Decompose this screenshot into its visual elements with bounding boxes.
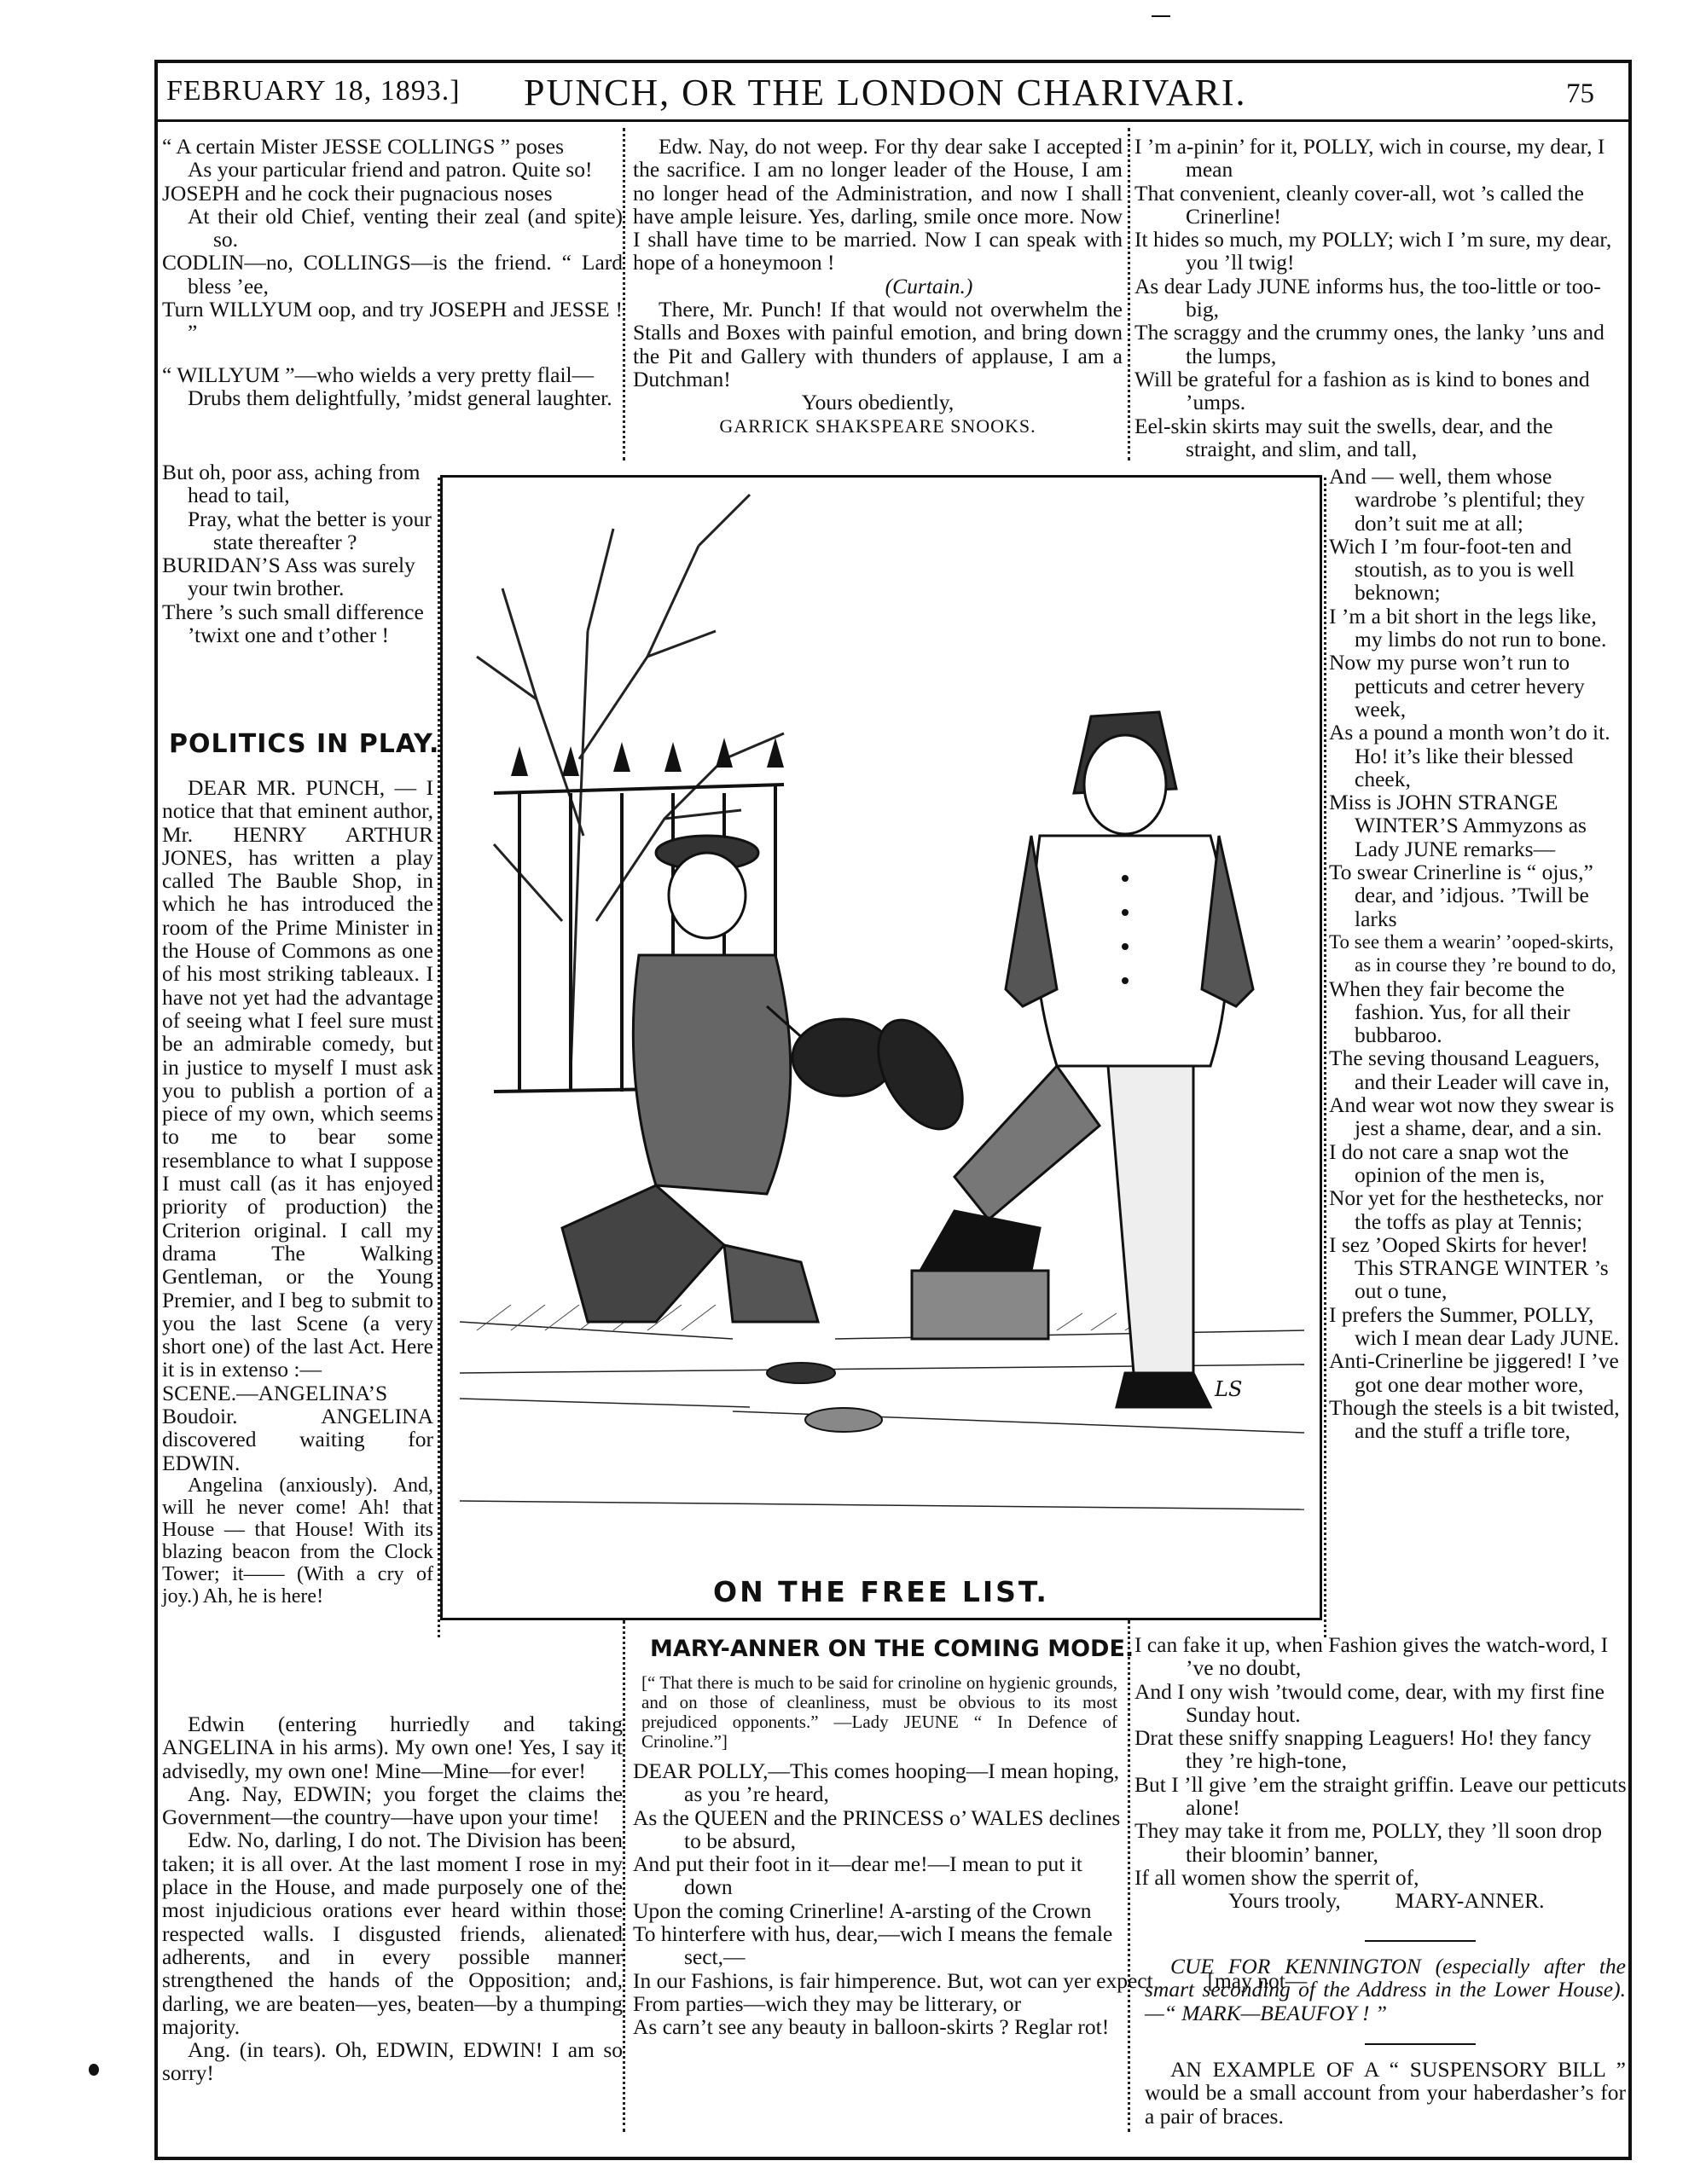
politics-paragraph: Edwin (entering hurriedly and taking ANGELINA in his arms). My own one! Yes, I say it advisedly, my own one! Mine—Mine—for ever! <box>162 1712 623 1783</box>
poem-line: I can fake it up, when Fashion gives the watch-word, I ’ve no doubt, <box>1134 1632 1609 1681</box>
col2-top <box>633 135 1123 437</box>
mary-anner-epigraph: [“ That there is much to be said for crinoline on hygienic grounds, and on those of cleanliness, must be obvious to its most prejudiced opponents.” —Lady JEUNE “ In Defence of Crinoline.”] <box>641 1672 1117 1752</box>
poem-line: I ’m a-pinin’ for it, POLLY, wich in course, my dear, I mean <box>1134 134 1605 182</box>
politics-paragraph: Ang. (in tears). Oh, EDWIN, EDWIN! I am so sorry! <box>162 2037 623 2086</box>
poem-line: Wich I ’m four-foot-ten and stoutish, as to you is well beknown; <box>1329 533 1575 605</box>
col-sep-2-top <box>1128 128 1130 461</box>
poem-line: Upon the coming Crinerline! A-arsting of the Crown <box>633 1897 1092 1923</box>
poem-line: In our Fashions, is fair himperence. But, wot can yer expect [may not— <box>633 1967 1308 1993</box>
poem-line: Pray, what the better is your state thereafter ? <box>188 506 432 554</box>
politics-body-narrow <box>162 776 433 1608</box>
poem-line: Nor yet for the hesthetecks, nor the toffs as play at Tennis; <box>1329 1185 1604 1234</box>
letter-signature: GARRICK SHAKSPEARE SNOOKS. <box>719 414 1036 437</box>
frame-left-rule <box>154 60 158 2160</box>
poem-line: But oh, poor ass, aching from head to tail, <box>162 460 421 508</box>
poem-line: I ’m a bit short in the legs like, my limbs do not run to bone. <box>1329 603 1607 652</box>
poem-signoff: Yours trooly, MARY-ANNER. <box>1228 1888 1545 1914</box>
poem-line: “ A certain Mister JESSE COLLINGS ” poses <box>162 134 564 159</box>
politics-paragraph: Ang. Nay, EDWIN; you forget the claims the Government—the country—have upon your time! <box>162 1781 623 1830</box>
poem-line: Will be grateful for a fashion as is kind to bones and ’umps. <box>1134 366 1590 415</box>
example-paragraph: AN EXAMPLE OF A “ SUSPENSORY BILL ” would be a small account from your haberdasher’s for a pair of braces. <box>1145 2057 1626 2129</box>
poem-line: Though the steels is a bit twisted, and the stuff a trifle tore, <box>1329 1394 1620 1444</box>
poem-line: As your particular friend and patron. Quite so! <box>188 157 593 182</box>
poem-line: JOSEPH and he cock their pugnacious noses <box>162 180 553 206</box>
poem-line: And — well, them whose wardrobe ’s plentiful; they don’t suit me at all; <box>1329 464 1585 536</box>
poem-line: Anti-Crinerline be jiggered! I ’ve got one dear mother wore, <box>1329 1348 1619 1397</box>
header-date: FEBRUARY 18, 1893.] <box>166 75 461 107</box>
poem-line: To swear Crinerline is “ ojus,” dear, and ’idjous. ’Twill be larks <box>1329 860 1593 931</box>
margin-mark <box>89 2064 99 2076</box>
frame-bottom-rule <box>154 2157 1632 2160</box>
politics-title: POLITICS IN PLAY. <box>169 729 440 759</box>
poem-line: Drat these sniffy snapping Leaguers! Ho! they fancy they ’re high-tone, <box>1134 1725 1592 1774</box>
poem-line: As a pound a month won’t do it. Ho! it’s like their blessed cheek, <box>1329 720 1610 791</box>
poem-line: From parties—wich they may be litterary, or <box>633 1990 1022 2016</box>
mary-anner-title: MARY-ANNER ON THE COMING MODE. <box>650 1636 1134 1662</box>
col1-poem <box>162 135 623 409</box>
illustration-frame <box>440 475 1322 1620</box>
poem-line: There ’s such small difference ’twixt one and t’other ! <box>162 599 424 648</box>
col-sep-right-side <box>1324 478 1326 1637</box>
poem-line: And I ony wish ’twould come, dear, with my first fine Sunday hout. <box>1134 1678 1604 1727</box>
poem-line: If all women show the sperrit of, <box>1134 1864 1419 1890</box>
top-mark <box>1152 15 1170 17</box>
col-sep-1-top <box>623 128 625 461</box>
page-number: 75 <box>1566 78 1594 109</box>
frame-right-rule <box>1628 60 1632 2160</box>
poem-line: To hinterfere with hus, dear,—wich I means the female sect,— <box>633 1921 1113 1970</box>
curtain-note: (Curtain.) <box>885 273 973 298</box>
col-sep-2-bottom <box>1128 1620 1130 2132</box>
poem-line: And put their foot in it—dear me!—I mean to put it down <box>633 1851 1082 1900</box>
letter-paragraph: There, Mr. Punch! If that would not overwhelm the Stalls and Boxes with painful emotion, and bring down the Pit and Gallery with thunders of applause, I am a Dutchman! <box>633 297 1123 391</box>
poem-line: Eel-skin skirts may suit the swells, dear, and the straight, and slim, and tall, <box>1134 413 1553 461</box>
poem-line: It hides so much, my POLLY; wich I ’m sure, my dear, you ’ll twig! <box>1134 227 1612 275</box>
illustration-caption: ON THE FREE LIST. <box>713 1575 1049 1608</box>
poem-line: “ WILLYUM ”—who wields a very pretty flail— <box>162 362 595 387</box>
poem-line: Now my purse won’t run to petticuts and cetrer hevery week, <box>1329 650 1585 721</box>
col3-bottom <box>1134 1633 1628 1913</box>
col3-top-narrow <box>1329 465 1628 1442</box>
poem-line: When they fair become the fashion. Yus, for all their bubbaroo. <box>1329 976 1570 1048</box>
poem-line: The scraggy and the crummy ones, the lanky ’uns and the lumps, <box>1134 320 1604 368</box>
poem-line: I sez ’Ooped Skirts for hever! This STRANGE WINTER ’s out o tune, <box>1329 1231 1609 1304</box>
poem-line: At their old Chief, venting their zeal (and spite) so. <box>188 203 623 252</box>
frame-top-rule <box>154 60 1632 63</box>
col3-separator-1 <box>1365 1940 1476 1942</box>
politics-paragraph: SCENE.—ANGELINA’S Boudoir. ANGELINA discovered waiting for EDWIN. <box>162 1380 433 1475</box>
poem-line: I do not care a snap wot the opinion of the men is, <box>1329 1138 1570 1187</box>
politics-paragraph: Angelina (anxiously). And, will he never come! Ah! that House — that House! With its blazing beacon from the Clock Tower; it—— (With a cry of joy.) Ah, he is here! <box>162 1474 433 1608</box>
masthead: PUNCH, OR THE LONDON CHARIVARI. <box>524 72 1247 113</box>
poem-line: And wear wot now they swear is jest a shame, dear, and a sin. <box>1329 1092 1615 1141</box>
poem-line: CODLIN—no, COLLINGS—is the friend. “ Lard bless ’ee, <box>162 250 623 298</box>
poem-line: I prefers the Summer, POLLY, wich I mean dear Lady JUNE. <box>1329 1301 1620 1350</box>
poem-line: Turn WILLYUM oop, and try JOSEPH and JESSE ! ” <box>162 297 623 345</box>
poem-line: BURIDAN’S Ass was surely your twin brother. <box>162 553 415 601</box>
poem-line: As dear Lady JUNE informs hus, the too-little or too-big, <box>1134 273 1601 322</box>
poem-line: As carn’t see any beauty in balloon-skirts ? Reglar rot! <box>633 2014 1110 2040</box>
col3-separator-2 <box>1365 2043 1476 2045</box>
poem-line: But I ’ll give ’em the straight griffin. Leave our petticuts alone! <box>1134 1771 1627 1821</box>
poem-line: The seving thousand Leaguers, and their Leader will cave in, <box>1329 1046 1610 1094</box>
poem-line: That convenient, cleanly cover-all, wot ’s called the Crinerline! <box>1134 180 1584 229</box>
col-sep-1-bottom <box>623 1620 625 2132</box>
poem-line: As the QUEEN and the PRINCESS o’ WALES declines to be absurd, <box>633 1805 1121 1853</box>
poem-line: DEAR POLLY,—This comes hooping—I mean hoping, as you ’re heard, <box>633 1758 1119 1807</box>
col3-top-wide <box>1134 135 1628 461</box>
poem-line: To see them a wearin’ ’ooped-skirts, as in course they ’re bound to do, <box>1329 930 1616 976</box>
artist-signature: LS <box>1215 1377 1243 1401</box>
drama-paragraph: Edw. Nay, do not weep. For thy dear sake I accepted the sacrifice. I am no longer leader of the House, I am no longer head of the Administration, and now I shall have ample leisure. Yes, darling, smile once more. Now I shall have time to be married. Now I can speak with hope of a honeymoon ! <box>633 134 1123 275</box>
politics-paragraph: DEAR MR. PUNCH, — I notice that that eminent author, Mr. HENRY ARTHUR JONES, has written a play called The Bauble Shop, in which he has introduced the room of the Prime Minister in the House of Commons as one of his most striking tableaux. I have not yet had the advantage of seeing what I feel sure must be an admirable comedy, but in justice to myself I must ask you to publish a portion of a piece of my own, which seems to me to bear some resemblance to what I suppose I must call (as it has enjoyed priority of production) the Criterion original. I call my drama The Walking Gentleman, or the Young Premier, and I beg to submit to you the last Scene (a very short one) of the last Act. Here it is in extenso :— <box>162 775 433 1382</box>
poem-line: Drubs them delightfully, ’midst general laughter. <box>188 385 612 410</box>
poem-line: They may take it from me, POLLY, they ’ll soon drop their bloomin’ banner, <box>1134 1818 1602 1867</box>
politics-paragraph: Edw. No, darling, I do not. The Division has been taken; it is all over. At the last moment I rose in my place in the House, and made purposely one of the most injudicious orations ever heard within those respected walls. I disgusted friends, alienated adherents, and in every possible manner strengthened the hands of the Opposition; and, darling, we are beaten—yes, beaten—by a thumping majority. <box>162 1828 623 2039</box>
col1-poem-narrow <box>162 461 433 646</box>
letter-closing: Yours obediently, <box>801 390 955 415</box>
illustration-cartoon <box>443 478 1320 1618</box>
cue-paragraph: CUE FOR KENNINGTON (especially after the smart seconding of the Address in the Lower House).—“ MARK—BEAUFOY ! ” <box>1145 1954 1626 2025</box>
poem-line: Miss is JOHN STRANGE WINTER’S Ammyzons as Lady JUNE remarks— <box>1329 790 1587 861</box>
politics-body-wide <box>162 1712 623 2085</box>
